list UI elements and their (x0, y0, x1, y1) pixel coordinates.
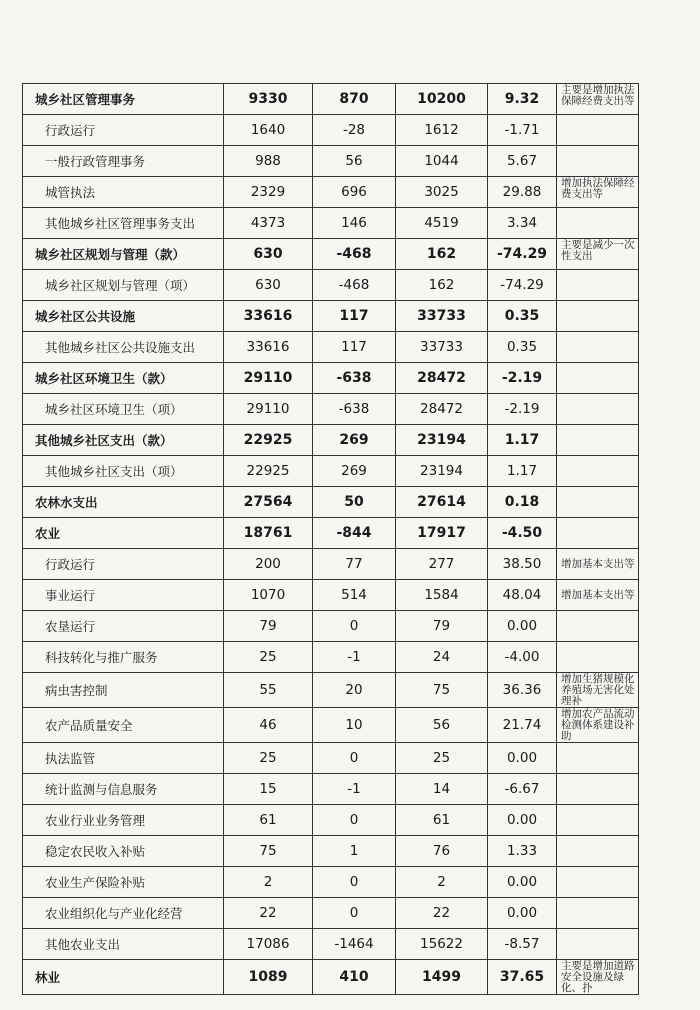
change-percent-cell: 21.74 (488, 708, 557, 743)
change-percent-cell: 0.35 (488, 301, 557, 332)
note-cell: 增加基本支出等 (557, 549, 639, 580)
prior-year-cell: 55 (224, 673, 313, 708)
row-name-cell: 林业 (23, 960, 224, 995)
note-cell (557, 743, 639, 774)
change-amount-cell: 1 (313, 836, 396, 867)
change-amount-cell: 117 (313, 301, 396, 332)
note-cell (557, 642, 639, 673)
change-amount-cell: 514 (313, 580, 396, 611)
current-year-cell: 3025 (396, 177, 488, 208)
change-percent-cell: 1.17 (488, 456, 557, 487)
change-amount-cell: 117 (313, 332, 396, 363)
prior-year-cell: 46 (224, 708, 313, 743)
note-cell (557, 425, 639, 456)
change-percent-cell: 29.88 (488, 177, 557, 208)
table-row (23, 580, 639, 611)
table-row (23, 115, 639, 146)
row-name-cell: 农产品质量安全 (23, 708, 224, 743)
table-row (23, 673, 639, 708)
table-row (23, 708, 639, 743)
table-row (23, 332, 639, 363)
change-percent-cell: 1.33 (488, 836, 557, 867)
prior-year-cell: 1089 (224, 960, 313, 995)
change-amount-cell: 269 (313, 456, 396, 487)
change-amount-cell: -468 (313, 270, 396, 301)
current-year-cell: 162 (396, 270, 488, 301)
table-row (23, 836, 639, 867)
row-name-cell: 城乡社区公共设施 (23, 301, 224, 332)
current-year-cell: 17917 (396, 518, 488, 549)
change-amount-cell: -28 (313, 115, 396, 146)
note-cell: 增加执法保障经费支出等 (557, 177, 639, 208)
change-amount-cell: 146 (313, 208, 396, 239)
note-cell (557, 301, 639, 332)
change-percent-cell: 48.04 (488, 580, 557, 611)
prior-year-cell: 18761 (224, 518, 313, 549)
table-row (23, 394, 639, 425)
table-row (23, 301, 639, 332)
prior-year-cell: 75 (224, 836, 313, 867)
current-year-cell: 1044 (396, 146, 488, 177)
current-year-cell: 23194 (396, 425, 488, 456)
change-percent-cell: -1.71 (488, 115, 557, 146)
change-percent-cell: 0.00 (488, 743, 557, 774)
note-cell (557, 456, 639, 487)
change-amount-cell: 696 (313, 177, 396, 208)
note-cell: 增加农产品流动检测体系建设补助 (557, 708, 639, 743)
note-cell (557, 270, 639, 301)
prior-year-cell: 630 (224, 270, 313, 301)
current-year-cell: 1584 (396, 580, 488, 611)
change-percent-cell: -74.29 (488, 239, 557, 270)
current-year-cell: 1612 (396, 115, 488, 146)
note-cell (557, 146, 639, 177)
change-percent-cell: 0.00 (488, 611, 557, 642)
table-row (23, 518, 639, 549)
current-year-cell: 277 (396, 549, 488, 580)
change-amount-cell: 269 (313, 425, 396, 456)
row-name-cell: 其他城乡社区支出（项） (23, 456, 224, 487)
change-percent-cell: 9.32 (488, 84, 557, 115)
row-name-cell: 事业运行 (23, 580, 224, 611)
note-cell (557, 898, 639, 929)
table-row (23, 487, 639, 518)
change-amount-cell: 50 (313, 487, 396, 518)
prior-year-cell: 29110 (224, 363, 313, 394)
note-cell (557, 836, 639, 867)
note-cell (557, 363, 639, 394)
row-name-cell: 农业生产保险补贴 (23, 867, 224, 898)
change-amount-cell: -638 (313, 363, 396, 394)
note-cell (557, 774, 639, 805)
table-row (23, 929, 639, 960)
note-cell (557, 867, 639, 898)
current-year-cell: 27614 (396, 487, 488, 518)
current-year-cell: 14 (396, 774, 488, 805)
change-amount-cell: 0 (313, 805, 396, 836)
change-amount-cell: 20 (313, 673, 396, 708)
row-name-cell: 城乡社区规划与管理（项） (23, 270, 224, 301)
change-percent-cell: 0.18 (488, 487, 557, 518)
change-amount-cell: -1464 (313, 929, 396, 960)
table-row (23, 363, 639, 394)
change-amount-cell: -1 (313, 774, 396, 805)
change-percent-cell: -6.67 (488, 774, 557, 805)
prior-year-cell: 25 (224, 642, 313, 673)
prior-year-cell: 61 (224, 805, 313, 836)
table-row (23, 743, 639, 774)
note-cell (557, 394, 639, 425)
row-name-cell: 执法监管 (23, 743, 224, 774)
current-year-cell: 10200 (396, 84, 488, 115)
table-row (23, 456, 639, 487)
change-percent-cell: -4.50 (488, 518, 557, 549)
current-year-cell: 15622 (396, 929, 488, 960)
change-percent-cell: 0.00 (488, 805, 557, 836)
table-row (23, 549, 639, 580)
row-name-cell: 农业 (23, 518, 224, 549)
prior-year-cell: 988 (224, 146, 313, 177)
current-year-cell: 56 (396, 708, 488, 743)
row-name-cell: 其他农业支出 (23, 929, 224, 960)
change-amount-cell: -1 (313, 642, 396, 673)
prior-year-cell: 33616 (224, 301, 313, 332)
change-percent-cell: -4.00 (488, 642, 557, 673)
note-cell: 主要是增加执法保障经费支出等 (557, 84, 639, 115)
current-year-cell: 28472 (396, 394, 488, 425)
change-percent-cell: -74.29 (488, 270, 557, 301)
table-row (23, 898, 639, 929)
change-amount-cell: -638 (313, 394, 396, 425)
note-cell (557, 332, 639, 363)
change-amount-cell: -468 (313, 239, 396, 270)
row-name-cell: 城乡社区管理事务 (23, 84, 224, 115)
prior-year-cell: 22 (224, 898, 313, 929)
change-percent-cell: 38.50 (488, 549, 557, 580)
change-percent-cell: -2.19 (488, 394, 557, 425)
table-row (23, 805, 639, 836)
table-row (23, 425, 639, 456)
change-amount-cell: 410 (313, 960, 396, 995)
change-percent-cell: -8.57 (488, 929, 557, 960)
prior-year-cell: 22925 (224, 456, 313, 487)
change-percent-cell: 0.00 (488, 898, 557, 929)
change-percent-cell: 3.34 (488, 208, 557, 239)
change-amount-cell: 0 (313, 743, 396, 774)
change-amount-cell: 0 (313, 611, 396, 642)
current-year-cell: 22 (396, 898, 488, 929)
change-percent-cell: 36.36 (488, 673, 557, 708)
row-name-cell: 病虫害控制 (23, 673, 224, 708)
table-row (23, 270, 639, 301)
row-name-cell: 农林水支出 (23, 487, 224, 518)
note-cell (557, 115, 639, 146)
row-name-cell: 城乡社区规划与管理（款） (23, 239, 224, 270)
row-name-cell: 农业行业业务管理 (23, 805, 224, 836)
table-row (23, 177, 639, 208)
current-year-cell: 75 (396, 673, 488, 708)
note-cell (557, 487, 639, 518)
prior-year-cell: 22925 (224, 425, 313, 456)
note-cell (557, 611, 639, 642)
row-name-cell: 其他城乡社区管理事务支出 (23, 208, 224, 239)
table-row (23, 239, 639, 270)
prior-year-cell: 17086 (224, 929, 313, 960)
current-year-cell: 61 (396, 805, 488, 836)
row-name-cell: 其他城乡社区支出（款） (23, 425, 224, 456)
table-row (23, 642, 639, 673)
change-amount-cell: 0 (313, 867, 396, 898)
prior-year-cell: 200 (224, 549, 313, 580)
table-row (23, 960, 639, 995)
change-amount-cell: 870 (313, 84, 396, 115)
row-name-cell: 行政运行 (23, 115, 224, 146)
table-row (23, 774, 639, 805)
current-year-cell: 79 (396, 611, 488, 642)
current-year-cell: 33733 (396, 332, 488, 363)
note-cell (557, 208, 639, 239)
row-name-cell: 行政运行 (23, 549, 224, 580)
prior-year-cell: 33616 (224, 332, 313, 363)
prior-year-cell: 1070 (224, 580, 313, 611)
row-name-cell: 农业组织化与产业化经营 (23, 898, 224, 929)
change-percent-cell: 37.65 (488, 960, 557, 995)
change-percent-cell: 0.35 (488, 332, 557, 363)
row-name-cell: 一般行政管理事务 (23, 146, 224, 177)
table-row (23, 146, 639, 177)
note-cell: 增加基本支出等 (557, 580, 639, 611)
prior-year-cell: 4373 (224, 208, 313, 239)
prior-year-cell: 9330 (224, 84, 313, 115)
row-name-cell: 农垦运行 (23, 611, 224, 642)
note-cell: 增加生猪规模化养殖场无害化处理补 (557, 673, 639, 708)
current-year-cell: 4519 (396, 208, 488, 239)
change-percent-cell: 1.17 (488, 425, 557, 456)
table-body (23, 84, 639, 995)
current-year-cell: 162 (396, 239, 488, 270)
prior-year-cell: 27564 (224, 487, 313, 518)
table-row (23, 208, 639, 239)
prior-year-cell: 29110 (224, 394, 313, 425)
prior-year-cell: 1640 (224, 115, 313, 146)
change-amount-cell: 56 (313, 146, 396, 177)
prior-year-cell: 630 (224, 239, 313, 270)
table-row (23, 611, 639, 642)
note-cell: 主要是减少一次性支出 (557, 239, 639, 270)
table-row (23, 84, 639, 115)
current-year-cell: 33733 (396, 301, 488, 332)
current-year-cell: 1499 (396, 960, 488, 995)
row-name-cell: 城乡社区环境卫生（款） (23, 363, 224, 394)
prior-year-cell: 15 (224, 774, 313, 805)
prior-year-cell: 2 (224, 867, 313, 898)
row-name-cell: 其他城乡社区公共设施支出 (23, 332, 224, 363)
note-cell (557, 929, 639, 960)
current-year-cell: 2 (396, 867, 488, 898)
change-amount-cell: 0 (313, 898, 396, 929)
budget-table (22, 83, 639, 995)
change-percent-cell: 5.67 (488, 146, 557, 177)
row-name-cell: 统计监测与信息服务 (23, 774, 224, 805)
row-name-cell: 城乡社区环境卫生（项） (23, 394, 224, 425)
prior-year-cell: 2329 (224, 177, 313, 208)
note-cell: 主要是增加道路安全设施及绿化、扑 (557, 960, 639, 995)
current-year-cell: 25 (396, 743, 488, 774)
row-name-cell: 科技转化与推广服务 (23, 642, 224, 673)
prior-year-cell: 79 (224, 611, 313, 642)
table-row (23, 867, 639, 898)
row-name-cell: 稳定农民收入补贴 (23, 836, 224, 867)
row-name-cell: 城管执法 (23, 177, 224, 208)
change-amount-cell: 10 (313, 708, 396, 743)
current-year-cell: 28472 (396, 363, 488, 394)
prior-year-cell: 25 (224, 743, 313, 774)
current-year-cell: 24 (396, 642, 488, 673)
change-percent-cell: 0.00 (488, 867, 557, 898)
current-year-cell: 76 (396, 836, 488, 867)
change-amount-cell: -844 (313, 518, 396, 549)
note-cell (557, 518, 639, 549)
current-year-cell: 23194 (396, 456, 488, 487)
note-cell (557, 805, 639, 836)
change-amount-cell: 77 (313, 549, 396, 580)
change-percent-cell: -2.19 (488, 363, 557, 394)
